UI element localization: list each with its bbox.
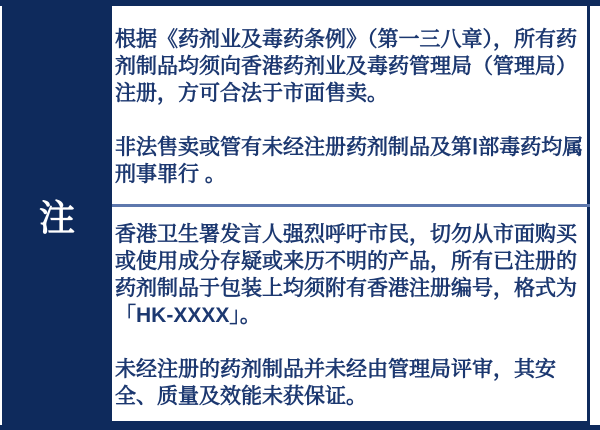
bottom-border-bar	[0, 425, 600, 430]
notice-box-regulation	[112, 6, 590, 204]
paragraph-criminal-offence: 非法售卖或管有未经注册药剂制品及第Ⅰ部毒药均属刑事罪行 。	[115, 136, 584, 186]
paragraph-health-department-appeal: 香港卫生署发言人强烈呼吁市民，切勿从市面购买或使用成分存疑或来历不明的产品，所有已注册的药剂制品于包装上均须附有香港注册编号，格式为「HK-XXXX」。	[115, 223, 577, 327]
paragraph-ordinance-registration: 根据《药剂业及毒药条例》（第一三八章），所有药剂制品均须向香港药剂业及毒药管理局（管理局）注册，方可合法于市面售卖。	[115, 28, 577, 105]
notice-box-health-warning	[112, 207, 590, 425]
paragraph-unregistered-warning: 未经注册的药剂制品并未经由管理局评审，其安全、质量及效能未获保证。	[115, 358, 556, 408]
sidebar	[2, 6, 112, 430]
sidebar-label: 注	[38, 197, 75, 238]
